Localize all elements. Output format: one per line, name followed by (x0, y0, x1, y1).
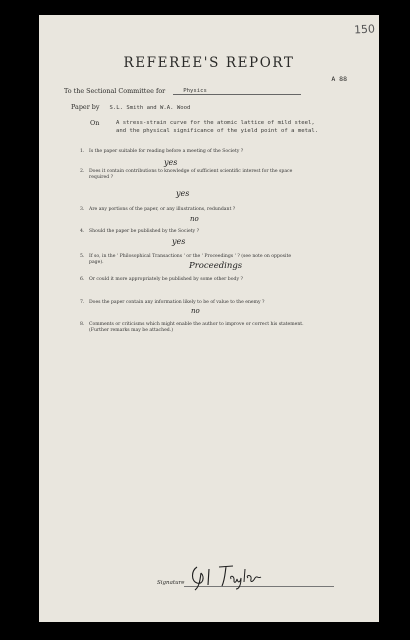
committee-field (173, 86, 301, 95)
reference-code: A 88 (331, 75, 347, 83)
paper-authors: S.L. Smith and W.A. Wood (109, 105, 191, 111)
question-1: 1. Is the paper suitable for reading before a meeting of the Society ? (80, 149, 244, 154)
answer-4: yes (172, 237, 186, 246)
question-3: 3. Are any portions of the paper, or any illustrations, redundant ? (80, 207, 236, 212)
question-4: 4. Should the paper be published by the Society ? (80, 229, 200, 234)
question-7: 7. Does the paper contain any information likely to be of value to the enemy ? (80, 300, 265, 305)
paper-by-row (71, 103, 190, 111)
question-5: 5. If so, in the ' Philosophical Transactions ' or the ' Proceedings ' ? (see note on opposite page). (80, 254, 292, 265)
paper-by-label: Paper by (71, 103, 100, 111)
answer-7: no (191, 307, 200, 315)
report-sheet (39, 15, 379, 622)
on-row (90, 119, 99, 127)
signature-label: Signature (157, 580, 185, 586)
question-2: 2. Does it contain contributions to knowledge of sufficient scientific interest for the space required ? (80, 169, 293, 180)
committee-row (64, 86, 301, 95)
handwritten-signature (189, 561, 279, 591)
paper-title-line-1: A stress-strain curve for the atomic lattice of mild steel, (116, 120, 315, 126)
page-number: 150 (353, 22, 376, 37)
answer-2: yes (176, 189, 190, 198)
answer-3: no (190, 215, 199, 223)
on-label: On (90, 119, 100, 127)
committee-value: Physics (183, 88, 207, 94)
answer-5: Proceedings (189, 261, 243, 271)
question-6: 6. Or could it more appropriately be published by some other body ? (80, 277, 243, 282)
page-title: REFEREE'S REPORT (123, 55, 295, 71)
answer-1: yes (164, 158, 178, 167)
committee-label: To the Sectional Committee for (64, 87, 166, 95)
paper-title-line-2: and the physical significance of the yield point of a metal. (116, 128, 319, 134)
question-8: 8. Comments or criticisms which might enable the author to improve or correct his statement. (Further remarks may be attached.) (80, 322, 304, 333)
